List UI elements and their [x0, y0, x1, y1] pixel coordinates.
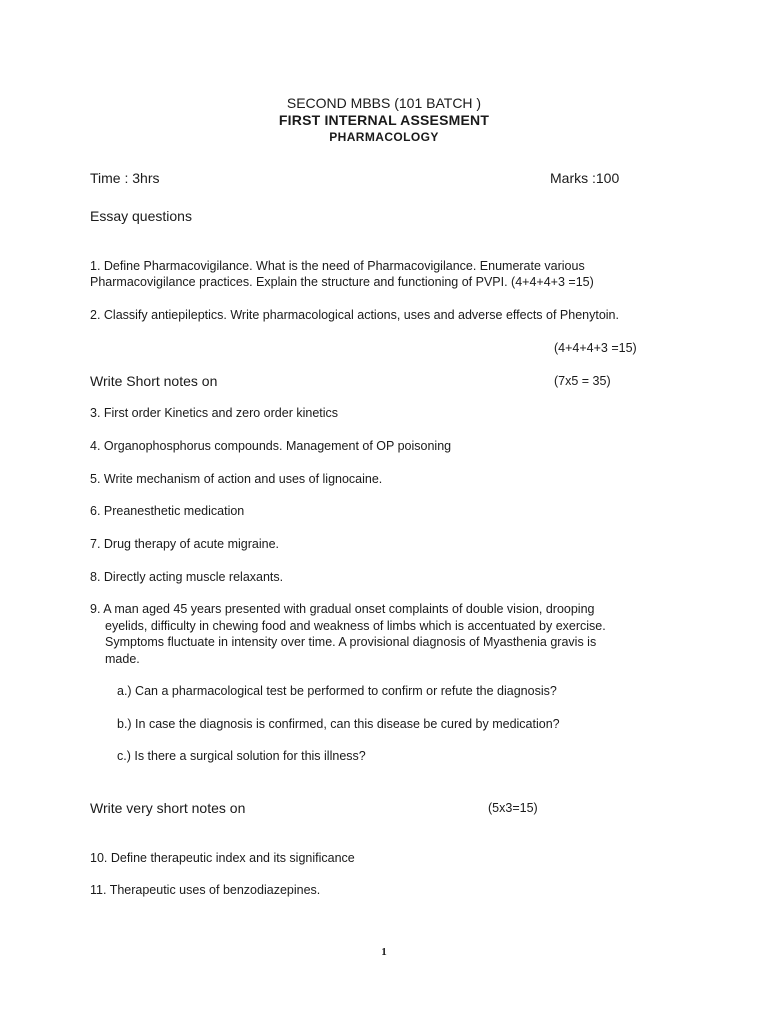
page-number: 1 [381, 946, 387, 958]
essay-heading: Essay questions [90, 208, 192, 224]
very-short-notes-heading: Write very short notes on [90, 800, 246, 816]
question-5: 5. Write mechanism of action and uses of lignocaine. [90, 472, 383, 486]
exam-marks: Marks :100 [550, 170, 620, 186]
question-1-line-1: 1. Define Pharmacovigilance. What is the need of Pharmacovigilance. Enumerate various [90, 259, 585, 273]
question-9b: b.) In case the diagnosis is confirmed, can this disease be cured by medication? [117, 717, 560, 731]
question-9-line-4: made. [105, 652, 140, 666]
question-9-line-1: 9. A man aged 45 years presented with gradual onset complaints of double vision, drooping [90, 602, 595, 616]
question-4: 4. Organophosphorus compounds. Management of OP poisoning [90, 439, 452, 453]
question-2: 2. Classify antiepileptics. Write pharmacological actions, uses and adverse effects of Phenytoin. [90, 308, 619, 322]
question-2-marks: (4+4+4+3 =15) [554, 341, 637, 355]
question-9a: a.) Can a pharmacological test be performed to confirm or refute the diagnosis? [117, 684, 557, 698]
exam-subject: PHARMACOLOGY [329, 130, 439, 144]
very-short-notes-marks: (5x3=15) [488, 801, 538, 815]
question-11: 11. Therapeutic uses of benzodiazepines. [90, 883, 321, 897]
question-8: 8. Directly acting muscle relaxants. [90, 570, 284, 584]
question-9c: c.) Is there a surgical solution for this illness? [117, 749, 366, 763]
question-3: 3. First order Kinetics and zero order kinetics [90, 406, 339, 420]
short-notes-marks: (7x5 = 35) [554, 374, 611, 388]
question-9-line-3: Symptoms fluctuate in intensity over time. A provisional diagnosis of Myasthenia gravis is [105, 635, 597, 649]
question-1-line-2: Pharmacovigilance practices. Explain the structure and functioning of PVPI. (4+4+4+3 =15) [90, 275, 594, 289]
question-6: 6. Preanesthetic medication [90, 504, 245, 518]
exam-course-line: SECOND MBBS (101 BATCH ) [286, 95, 482, 111]
short-notes-heading: Write Short notes on [90, 373, 218, 389]
question-10: 10. Define therapeutic index and its significance [90, 851, 355, 865]
exam-time: Time : 3hrs [90, 170, 160, 186]
question-9-line-2: eyelids, difficulty in chewing food and weakness of limbs which is accentuated by exercise. [105, 619, 606, 633]
question-7: 7. Drug therapy of acute migraine. [90, 537, 279, 551]
exam-title: FIRST INTERNAL ASSESMENT [278, 112, 490, 128]
